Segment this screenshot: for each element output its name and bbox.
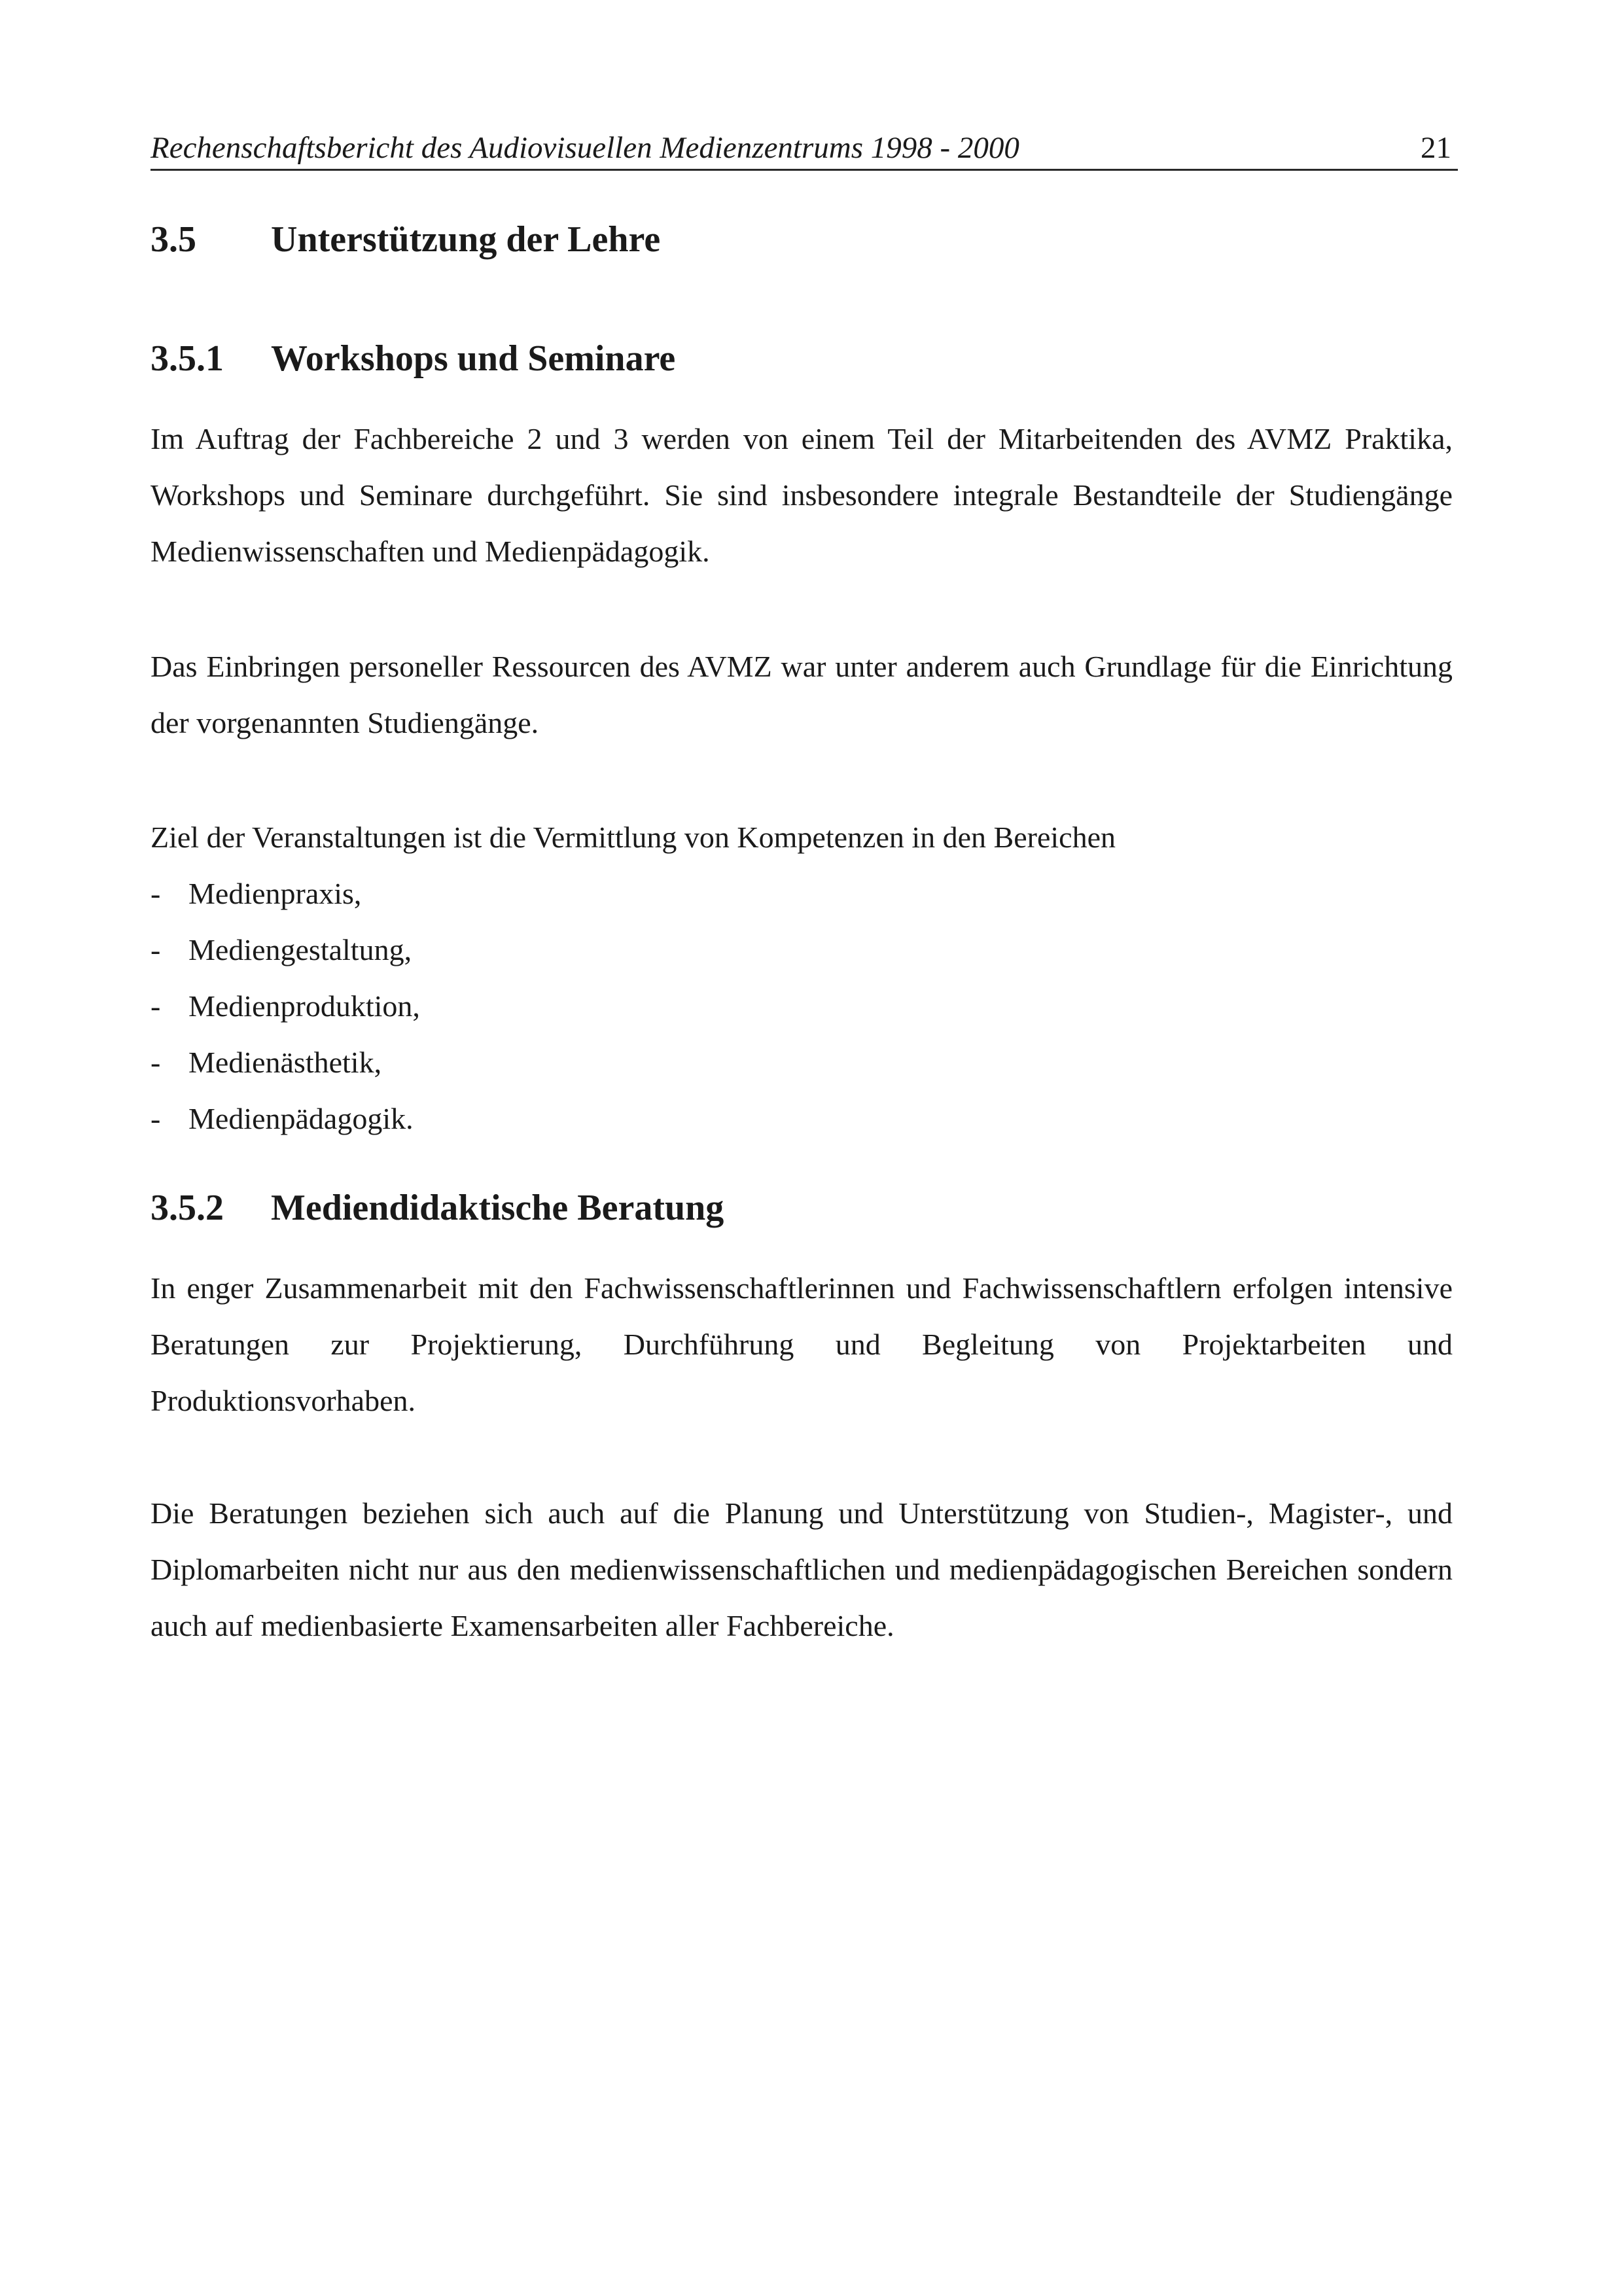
list-item <box>150 922 420 978</box>
list-item <box>150 1034 420 1091</box>
page-number: 21 <box>1421 131 1451 165</box>
list-marker: - <box>150 1046 161 1079</box>
list-marker: - <box>150 877 161 910</box>
list-marker: - <box>150 989 161 1023</box>
list-marker: - <box>150 933 161 966</box>
competence-list <box>150 866 420 1147</box>
list-item <box>150 866 420 922</box>
list-marker: - <box>150 1102 161 1135</box>
section-title: Workshops und Seminare <box>271 338 676 379</box>
list-item-text: Medienästhetik, <box>188 1046 382 1079</box>
section-title: Mediendidaktische Beratung <box>271 1188 724 1228</box>
list-item <box>150 1091 420 1147</box>
paragraph: Die Beratungen beziehen sich auch auf die Planung und Unterstützung von Studien-, Magister-, und Diplomarbeiten nicht nur aus den medienwissenschaftlichen und medienpädagogischen Bereichen sondern auch auf medienbasierte Examensarbeiten aller Fachbereiche. <box>150 1496 1453 1642</box>
paragraph: Das Einbringen personeller Ressourcen des AVMZ war unter anderem auch Grundlage für die Einrichtung der vorgenannten Studiengänge. <box>150 650 1453 739</box>
list-item-text: Medienproduktion, <box>188 989 420 1023</box>
list-item-text: Medienpädagogik. <box>188 1102 414 1135</box>
paragraph: Im Auftrag der Fachbereiche 2 und 3 werden von einem Teil der Mitarbeitenden des AVMZ Praktika, Workshops und Seminare durchgeführt. Sie sind insbesondere integrale Bestandteile der Studiengänge Medienwissenschaften und Medienpädagogik. <box>150 422 1453 568</box>
running-header <box>150 123 1458 171</box>
paragraph: In enger Zusammenarbeit mit den Fachwissenschaftlerinnen und Fachwissenschaftlern erfolgen intensive Beratungen zur Projektierung, Durchführung und Begleitung von Projektarbeiten und Produktionsvorhaben. <box>150 1271 1453 1417</box>
list-item-text: Medienpraxis, <box>188 877 362 910</box>
section-title: Unterstützung der Lehre <box>271 219 661 260</box>
section-heading-3-5-2 <box>150 1190 724 1226</box>
header-title: Rechenschaftsbericht des Audiovisuellen Medienzentrums 1998 - 2000 <box>150 131 1019 165</box>
section-heading-3-5-1 <box>150 340 675 377</box>
section-heading-3-5 <box>150 221 660 258</box>
list-item <box>150 978 420 1034</box>
section-number: 3.5.2 <box>150 1188 224 1228</box>
list-item-text: Mediengestaltung, <box>188 933 412 966</box>
section-number: 3.5.1 <box>150 338 224 379</box>
paragraph: Ziel der Veranstaltungen ist die Vermittlung von Kompetenzen in den Bereichen <box>150 821 1116 854</box>
section-number: 3.5 <box>150 219 196 260</box>
